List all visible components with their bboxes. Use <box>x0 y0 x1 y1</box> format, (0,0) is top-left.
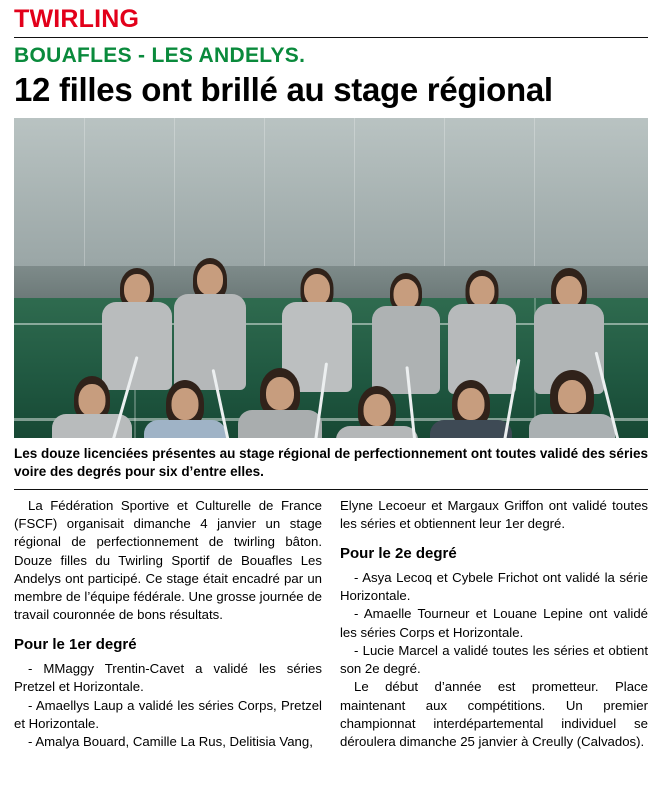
section-title-2e-degre: Pour le 2e degré <box>340 545 457 563</box>
photo-person <box>428 380 514 438</box>
continuation-paragraph: Elyne Lecoeur et Margaux Griffon ont validé toutes les séries et obtiennent leur 1er degré. <box>340 497 648 532</box>
photo-person <box>334 386 420 438</box>
photo-person <box>100 268 174 388</box>
photo-wall-seam <box>84 118 85 265</box>
lead-paragraph: La Fédération Sportive et Culturelle de France (FSCF) organisait dimanche 4 janvier un stage régional de perfectionnement de twirling bâton. Douze filles du Twirling Sportif de Bouafles Les Andelys ont participé. Ce stage était encadré par un membre de l’équipe fédérale. Une grosse journée de travail couronnée de bons résultats. <box>14 497 322 623</box>
photo-wall-seam <box>534 118 535 265</box>
photo-person <box>236 368 324 438</box>
left-column <box>14 497 322 751</box>
caption-divider <box>14 489 648 490</box>
photo-wall-seam <box>264 118 265 265</box>
photo-caption: Les douze licenciées présentes au stage régional de perfectionnement ont toutes validé des séries voire des degrés pour six d’entre elles. <box>14 446 648 479</box>
right-column <box>340 497 648 751</box>
list-item: - Amaelle Tourneur et Louane Lepine ont validé les séries Corps et Horizontale. <box>340 606 648 640</box>
list-item: - Lucie Marcel a validé toutes les séries et obtient son 2e degré. <box>340 642 648 677</box>
article-photo <box>14 118 648 438</box>
photo-person <box>446 270 518 390</box>
list-item: - MMaggy Trentin-Cavet a validé les séries Pretzel et Horizontale. <box>14 661 322 695</box>
section-title-1er-degre: Pour le 1er degré <box>14 636 137 654</box>
section-kicker: TWIRLING <box>14 5 140 33</box>
list-item: - Amaellys Laup a validé les séries Corps, Pretzel et Horizontale. <box>14 697 322 731</box>
photo-wall-upper <box>14 118 648 265</box>
newspaper-article-page <box>0 6 662 796</box>
photo-wall-seam <box>354 118 355 265</box>
closing-paragraph: Le début d’année est prometteur. Place maintenant aux compétitions. Un premier championnat interdépartemental individuel se déroulera dimanche 25 janvier à Creully (Calvados). <box>340 679 648 749</box>
photo-wall-seam <box>174 118 175 265</box>
photo-wall-seam <box>444 118 445 265</box>
article-subhead: BOUAFLES - LES ANDELYS. <box>14 44 306 68</box>
article-body <box>14 497 648 751</box>
list-item: - Amalya Bouard, Camille La Rus, Delitisia Vang, <box>28 733 313 749</box>
page-title: 12 filles ont brillé au stage régional <box>14 71 553 109</box>
kicker-divider <box>14 37 648 38</box>
list-item: - Asya Lecoq et Cybele Frichot ont validé la série Horizontale. <box>340 569 648 604</box>
